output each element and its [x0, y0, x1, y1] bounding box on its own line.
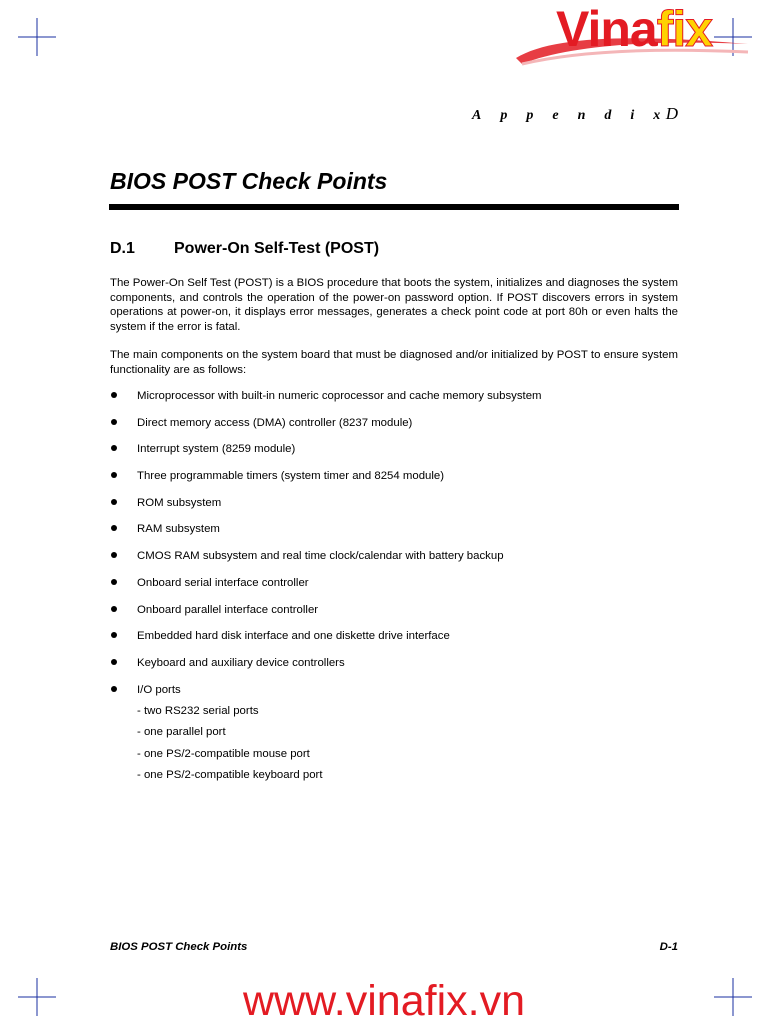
bullet-dot-icon: [111, 579, 117, 585]
bullet-dot-icon: [111, 552, 117, 558]
list-item: [110, 440, 678, 467]
appendix-letter: p: [526, 108, 534, 123]
list-item-text: Keyboard and auxiliary device controllers: [137, 656, 345, 669]
appendix-letter: e: [552, 108, 559, 123]
bullet-dot-icon: [111, 392, 117, 398]
logo-text: [556, 1, 713, 57]
crop-mark-top-left: [18, 18, 56, 56]
bullet-dot-icon: [111, 472, 117, 478]
list-item-text: CMOS RAM subsystem and real time clock/calendar with battery backup: [137, 550, 504, 563]
list-item-text: Onboard parallel interface controller: [137, 603, 319, 616]
appendix-letter: d: [604, 108, 612, 123]
appendix-letter: i: [630, 108, 635, 123]
list-item: [110, 547, 678, 574]
list-item-text: ROM subsystem: [137, 496, 222, 509]
page-title: BIOS POST Check Points: [110, 168, 388, 194]
bullet-dot-icon: [111, 525, 117, 531]
appendix-letter: p: [500, 108, 508, 123]
bullet-dot-icon: [111, 606, 117, 612]
section-heading: [110, 240, 379, 258]
list-item: [110, 414, 678, 441]
bullet-dot-icon: [111, 686, 117, 692]
list-item: [110, 520, 678, 547]
list-item: [110, 494, 678, 521]
appendix-word: [472, 108, 660, 124]
list-item-text: Microprocessor with built-in numeric coprocessor and cache memory subsystem: [137, 390, 542, 402]
appendix-letter: A: [472, 108, 482, 123]
sub-list-item: - one PS/2-compatible keyboard port: [137, 768, 323, 781]
list-item: [110, 601, 678, 628]
component-list: [110, 387, 678, 707]
list-item-text: Embedded hard disk interface and one diskette drive interface: [137, 630, 450, 643]
section-title: Power-On Self-Test (POST): [174, 240, 380, 257]
list-item: [110, 654, 678, 681]
list-item-text: I/O ports: [137, 683, 181, 696]
logo-text-vina: Vina: [556, 1, 657, 57]
bullet-dot-icon: [111, 659, 117, 665]
appendix-letter: x: [653, 108, 661, 123]
paragraph-intro: The Power-On Self Test (POST) is a BIOS procedure that boots the system, initializes and diagnoses the system components, and controls the operation of the power-on password option. If POST discovers errors in system operations at power-on, it displays error messages, generates a check point code at port 80h or even halts the system if the error is fatal.: [110, 277, 678, 333]
list-item: [110, 387, 678, 414]
bullet-dot-icon: [111, 445, 117, 451]
logo-text-fix: fix: [656, 1, 713, 57]
list-item-text: Direct memory access (DMA) controller (8237 module): [137, 416, 413, 429]
bullet-dot-icon: [111, 419, 117, 425]
list-item: [110, 467, 678, 494]
sub-list-item: - one parallel port: [137, 726, 226, 739]
list-item-text: Three programmable timers (system timer and 8254 module): [137, 470, 445, 483]
appendix-letter-id: D: [665, 104, 678, 123]
vinafix-logo: [512, 0, 752, 80]
bullet-dot-icon: [111, 632, 117, 638]
sub-list-item: - two RS232 serial ports: [137, 705, 259, 717]
list-item-text: RAM subsystem: [137, 523, 220, 536]
list-item-text: Interrupt system (8259 module): [137, 443, 296, 456]
list-item: [110, 574, 678, 601]
footer-title: BIOS POST Check Points: [110, 941, 248, 953]
section-number: D.1: [110, 240, 135, 257]
list-item: [110, 627, 678, 654]
sub-list-item: - one PS/2-compatible mouse port: [137, 747, 310, 760]
bullet-dot-icon: [111, 499, 117, 505]
website-url[interactable]: www.vinafix.vn: [243, 977, 525, 1025]
list-item-text: Onboard serial interface controller: [137, 576, 309, 589]
page-number: D-1: [659, 941, 678, 953]
appendix-letter: n: [577, 108, 586, 123]
appendix-heading: [472, 104, 678, 124]
title-rule: [109, 204, 679, 210]
io-ports-sublist: [137, 702, 323, 787]
paragraph-components: The main components on the system board that must be diagnosed and/or initialized by POST to ensure system functionality are as follows:: [110, 349, 678, 376]
